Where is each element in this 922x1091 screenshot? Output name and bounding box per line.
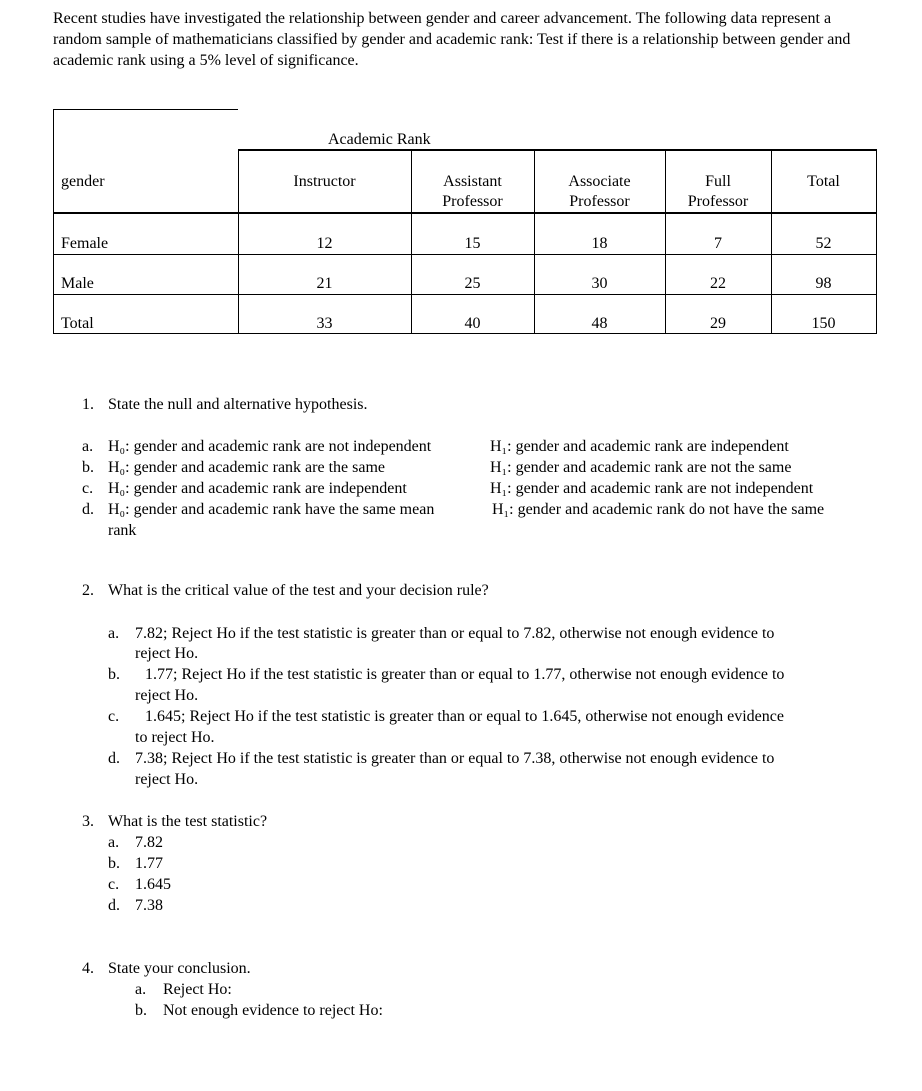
group-header-rule — [238, 149, 877, 151]
question-text: State the null and alternative hypothesis. — [108, 396, 368, 413]
option-text[interactable]: Not enough evidence to reject Ho: — [163, 1002, 383, 1019]
question-text: What is the critical value of the test and your decision rule? — [108, 582, 489, 599]
option-text[interactable]: 7.82 — [135, 834, 163, 851]
option-letter[interactable]: d. — [82, 501, 94, 518]
table-cell: 98 — [815, 275, 832, 292]
option-h0[interactable]: H₀: gender and academic rank have the same mean — [108, 501, 435, 518]
table-cell: 15 — [464, 235, 481, 252]
column-header-total: Total — [807, 173, 840, 190]
column-header-instructor: Instructor — [293, 173, 356, 190]
option-text[interactable]: 1.77 — [135, 855, 163, 872]
question-number: 4. — [82, 960, 94, 977]
option-h0-continuation: rank — [108, 522, 137, 539]
question-number: 2. — [82, 582, 94, 599]
table-cell: 48 — [591, 315, 608, 332]
row-header-gender: gender — [61, 173, 105, 190]
option-letter[interactable]: c. — [82, 480, 94, 497]
option-text[interactable]: 1.77; Reject Ho if the test statistic is greater than or equal to 1.77, otherwise not enough evidence to — [145, 666, 785, 683]
option-text[interactable]: 7.82; Reject Ho if the test statistic is greater than or equal to 7.82, otherwise not enough evidence to — [135, 625, 775, 642]
intro-paragraph: Recent studies have investigated the relationship between gender and career advancement. The following data represent a random sample of mathematicians classified by gender and academic rank: Test if there is a relationship between gender and academic rank using a 5% level of significance. — [53, 10, 851, 69]
option-letter[interactable]: a. — [108, 834, 120, 851]
table-cell: 7 — [714, 235, 722, 252]
row-separator — [53, 254, 877, 255]
header-row-rule — [53, 212, 877, 214]
option-letter[interactable]: d. — [108, 750, 120, 767]
option-letter[interactable]: c. — [108, 708, 120, 725]
option-text[interactable]: 7.38; Reject Ho if the test statistic is greater than or equal to 7.38, otherwise not enough evidence to — [135, 750, 775, 767]
option-text-cont[interactable]: reject Ho. — [135, 687, 199, 704]
option-text-cont[interactable]: reject Ho. — [135, 645, 199, 662]
table-left-border — [53, 109, 54, 334]
option-h0[interactable]: H₀: gender and academic rank are not independent — [108, 438, 432, 455]
option-h0[interactable]: H₀: gender and academic rank are the same — [108, 459, 385, 476]
table-cell: 22 — [710, 275, 726, 292]
question-number: 1. — [82, 396, 94, 413]
table-cell: 30 — [591, 275, 608, 292]
table-cell: 33 — [316, 315, 333, 332]
option-h1[interactable]: H₁: gender and academic rank are independent — [490, 438, 789, 455]
option-letter[interactable]: b. — [108, 855, 120, 872]
column-header-associate-professor: Associate Professor — [568, 173, 631, 210]
option-letter[interactable]: a. — [82, 438, 94, 455]
table-top-line — [53, 109, 238, 110]
option-letter[interactable]: a. — [108, 625, 120, 642]
row-label: Male — [61, 275, 94, 292]
table-cell: 21 — [316, 275, 333, 292]
table-cell: 40 — [464, 315, 481, 332]
row-label: Total — [61, 315, 94, 332]
question-text: State your conclusion. — [108, 960, 251, 977]
table-cell: 12 — [316, 235, 333, 252]
option-h0[interactable]: H₀: gender and academic rank are independent — [108, 480, 407, 497]
question-number: 3. — [82, 813, 94, 830]
table-cell: 150 — [811, 315, 836, 332]
column-header-full-professor: Full Professor — [687, 173, 749, 210]
question-text: What is the test statistic? — [108, 813, 268, 830]
option-text-cont[interactable]: reject Ho. — [135, 771, 199, 788]
table-right-border — [876, 150, 877, 334]
option-h1[interactable]: H₁: gender and academic rank are not independent — [490, 480, 814, 497]
option-letter[interactable]: a. — [135, 981, 147, 998]
row-label: Female — [61, 235, 109, 252]
option-letter[interactable]: b. — [82, 459, 94, 476]
option-letter[interactable]: b. — [135, 1002, 147, 1019]
option-letter[interactable]: d. — [108, 897, 120, 914]
option-text[interactable]: 1.645 — [135, 876, 171, 893]
group-header: Academic Rank — [328, 131, 431, 148]
row-separator — [53, 294, 877, 295]
column-header-assistant-professor: Assistant Professor — [442, 173, 503, 210]
option-letter[interactable]: c. — [108, 876, 120, 893]
option-letter[interactable]: b. — [108, 666, 120, 683]
option-h1[interactable]: H₁: gender and academic rank do not have the same — [492, 501, 825, 518]
table-cell: 29 — [710, 315, 726, 332]
option-text[interactable]: 1.645; Reject Ho if the test statistic is greater than or equal to 1.645, otherwise not enough evidence — [145, 708, 784, 725]
table-cell: 18 — [591, 235, 608, 252]
option-text[interactable]: 7.38 — [135, 897, 163, 914]
option-text-cont[interactable]: to reject Ho. — [135, 729, 215, 746]
table-cell: 52 — [815, 235, 832, 252]
option-text[interactable]: Reject Ho: — [163, 981, 232, 998]
table-cell: 25 — [464, 275, 481, 292]
option-h1[interactable]: H₁: gender and academic rank are not the same — [490, 459, 792, 476]
